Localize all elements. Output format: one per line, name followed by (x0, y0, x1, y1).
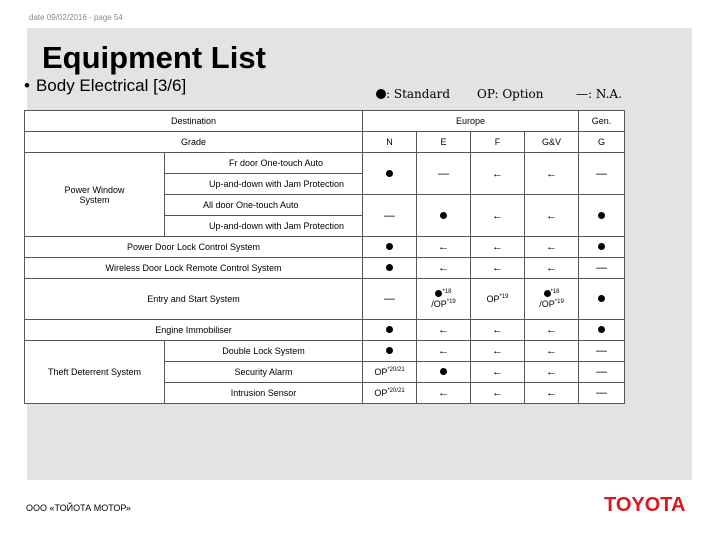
cell-same: ← (417, 341, 471, 362)
cell-standard (363, 320, 417, 341)
cell-standard-or-option: $^{*18}$ /OP$^{*19}$ (417, 279, 471, 320)
cell-same: ← (471, 362, 525, 383)
cell-same: ← (525, 383, 579, 404)
all-jam-label: Up-and-down with Jam Protection (165, 216, 363, 237)
cell-na: — (579, 341, 625, 362)
cell-same: ← (525, 237, 579, 258)
cell-na: — (579, 258, 625, 279)
cell-option: $OP^{*20/21}$ (363, 383, 417, 404)
toyota-logo: TOYOTA (604, 494, 686, 516)
table-row (25, 279, 625, 320)
standard-dot-icon (598, 212, 605, 219)
cell-same: ← (471, 153, 525, 195)
standard-dot-icon (544, 290, 551, 297)
cell-na: — (363, 279, 417, 320)
theft-deterrent-label: Theft Deterrent System (25, 341, 165, 404)
cell-same: ← (525, 320, 579, 341)
fr-jam-label: Up-and-down with Jam Protection (165, 174, 363, 195)
grade-e: E (417, 132, 471, 153)
fr-door-label: Fr door One-touch Auto (165, 153, 363, 174)
cell-same: ← (471, 320, 525, 341)
standard-dot-icon (598, 295, 605, 302)
entry-start-label: Entry and Start System (25, 279, 363, 320)
cell-standard (363, 258, 417, 279)
table-row (25, 258, 625, 279)
table-row (25, 341, 625, 362)
standard-dot-icon (386, 243, 393, 250)
cell-same: ← (471, 237, 525, 258)
legend-option: OP: Option (477, 87, 544, 101)
cell-option: OP$^{*19}$ (471, 279, 525, 320)
section-subtitle (24, 76, 186, 96)
cell-standard (363, 341, 417, 362)
cell-standard (579, 237, 625, 258)
cell-same: ← (471, 258, 525, 279)
cell-same: ← (525, 258, 579, 279)
cell-same: ← (525, 341, 579, 362)
cell-same: ← (417, 320, 471, 341)
cell-same: ← (417, 258, 471, 279)
cell-standard-or-option: $^{*18}$ /OP$^{*19}$ (525, 279, 579, 320)
legend-standard-text: : Standard (386, 87, 451, 101)
grade-g: G (579, 132, 625, 153)
cell-standard (579, 320, 625, 341)
cell-same: ← (417, 237, 471, 258)
power-window-label: Power Window System (25, 153, 165, 237)
gen-header: Gen. (579, 111, 625, 132)
intrusion-sensor-label: Intrusion Sensor (165, 383, 363, 404)
grade-n: N (363, 132, 417, 153)
cell-na: — (417, 153, 471, 195)
legend-na: —: N.A. (576, 87, 622, 101)
cell-na: — (579, 383, 625, 404)
standard-dot-icon (386, 326, 393, 333)
grade-gv: G&V (525, 132, 579, 153)
subtitle-text: Body Electrical [3/6] (35, 76, 187, 95)
cell-same: ← (471, 383, 525, 404)
standard-dot-icon (386, 264, 393, 271)
grade-f: F (471, 132, 525, 153)
cell-same: ← (471, 341, 525, 362)
wireless-lock-label: Wireless Door Lock Remote Control System (25, 258, 363, 279)
table-row (25, 153, 625, 174)
standard-dot-icon (386, 170, 393, 177)
security-alarm-label: Security Alarm (165, 362, 363, 383)
cell-standard (417, 362, 471, 383)
standard-dot-icon (440, 368, 447, 375)
cell-same: ← (525, 362, 579, 383)
double-lock-label: Double Lock System (165, 341, 363, 362)
europe-header: Europe (363, 111, 579, 132)
bullet-icon: • (24, 76, 30, 95)
page-title: Equipment List (42, 40, 266, 75)
page-meta: date 09/02/2016 - page 54 (29, 13, 123, 22)
standard-dot-icon (598, 243, 605, 250)
power-door-lock-label: Power Door Lock Control System (25, 237, 363, 258)
cell-standard (579, 195, 625, 237)
cell-option: $OP^{*20/21}$ (363, 362, 417, 383)
standard-dot-icon (386, 347, 393, 354)
equipment-table (24, 110, 625, 404)
cell-na: — (363, 195, 417, 237)
standard-dot-icon (376, 89, 386, 99)
grade-header: Grade (25, 132, 363, 153)
cell-same: ← (525, 195, 579, 237)
table-row (25, 111, 625, 132)
cell-na: — (579, 153, 625, 195)
cell-same: ← (417, 383, 471, 404)
cell-na: — (579, 362, 625, 383)
cell-standard (417, 195, 471, 237)
cell-same: ← (525, 153, 579, 195)
all-door-label: All door One-touch Auto (165, 195, 363, 216)
cell-standard (363, 237, 417, 258)
cell-standard (579, 279, 625, 320)
table-row (25, 132, 625, 153)
legend-standard (376, 87, 450, 101)
cell-standard (363, 153, 417, 195)
company-name: ООО «ТОЙОТА МОТОР» (26, 503, 131, 513)
standard-dot-icon (440, 212, 447, 219)
destination-header: Destination (25, 111, 363, 132)
standard-dot-icon (598, 326, 605, 333)
table-row (25, 320, 625, 341)
engine-immobiliser-label: Engine Immobiliser (25, 320, 363, 341)
cell-same: ← (471, 195, 525, 237)
table-row (25, 237, 625, 258)
